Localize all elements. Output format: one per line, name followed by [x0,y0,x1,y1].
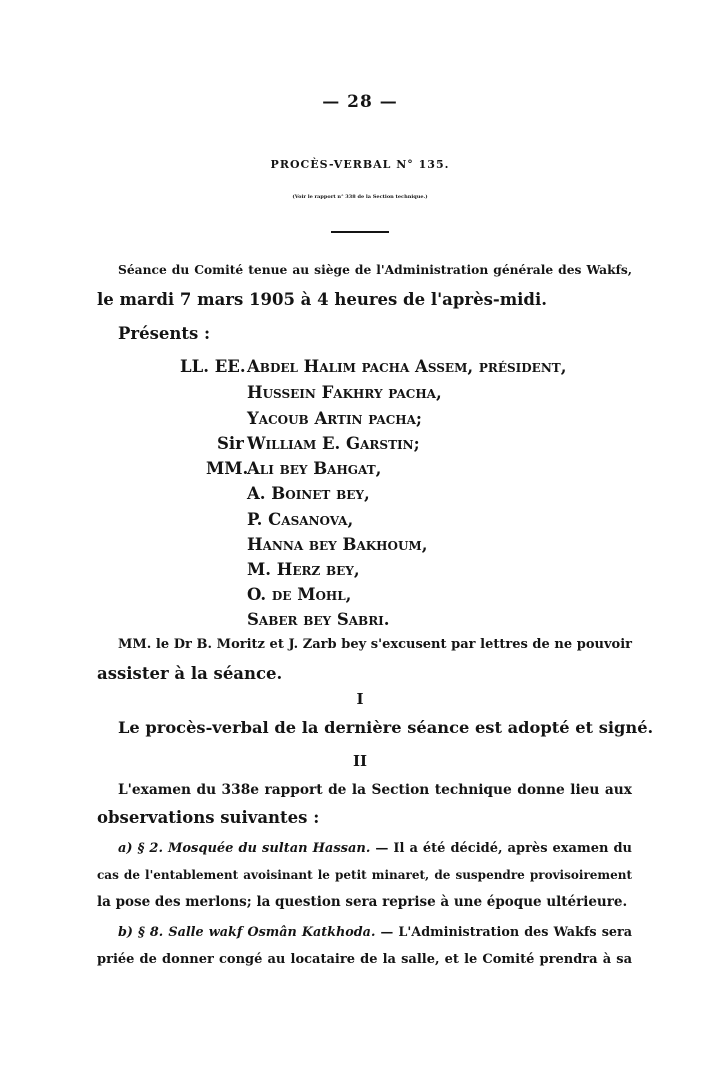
section-numeral-2: II [352,752,368,770]
attendee-name: P. Casanova, [247,510,354,529]
attendee-name: O. de Mohl, [247,585,352,604]
attendee-name: A. Boinet bey, [247,484,370,503]
item-b-line-1 [118,925,632,940]
opening-line-2: le mardi 7 mars 1905 à 4 heures de l'après-midi. [97,290,547,309]
item-b-line-2: priée de donner congé au locataire de la salle, et le Comité prendra à sa [97,952,632,967]
attendee-name: William E. Garstin; [247,434,420,453]
section-2-intro-line-1: L'examen du 338e rapport de la Section technique donne lieu aux [118,782,632,798]
page-number: — 28 — [322,92,398,112]
section-numeral-1: I [356,690,364,708]
section-2-intro-line-2: observations suivantes : [97,808,320,827]
attendee-name: Ali bey Bahgat, [247,459,382,478]
item-b-line-1-rest: — L'Administration des Wakfs sera [375,925,632,940]
attendee-name: Hanna bey Bakhoum, [247,535,428,554]
attendee-prefix: MM. [206,459,249,478]
title-divider [331,231,389,233]
present-label: Présents : [118,324,211,343]
attendee-prefix: LL. EE. [180,357,246,376]
excused-line-1: MM. le Dr B. Moritz et J. Zarb bey s'excusent par lettres de ne pouvoir [118,637,632,652]
attendee-name: Abdel Halim pacha Assem, président, [247,357,567,376]
attendee-prefix: Sir [217,434,244,453]
item-a-line-1-rest: — Il a été décidé, après examen du [370,841,633,856]
page-title: PROCÈS-VERBAL N° 135. [270,158,450,171]
item-b-label: b) § 8. Salle wakf Osmân Katkhoda. [118,925,376,940]
item-a-line-2: cas de l'entablement avoisinant le petit minaret, de suspendre provisoirement [97,868,632,882]
item-a-line-3: la pose des merlons; la question sera reprise à une époque ultérieure. [97,894,628,910]
attendee-name: Saber bey Sabri. [247,610,390,629]
item-a-line-1 [118,841,632,856]
attendee-name: Hussein Fakhry pacha, [247,383,442,402]
section-1-text: Le procès-verbal de la dernière séance est adopté et signé. [118,718,654,737]
report-reference: (Voir le rapport n° 338 de la Section technique.) [292,194,428,200]
opening-line-1: Séance du Comité tenue au siège de l'Administration générale des Wakfs, [118,262,632,277]
excused-line-2: assister à la séance. [97,664,283,683]
item-a-label: a) § 2. Mosquée du sultan Hassan. [118,841,371,856]
attendee-name: M. Herz bey, [247,560,360,579]
attendee-name: Yacoub Artin pacha; [247,409,423,428]
